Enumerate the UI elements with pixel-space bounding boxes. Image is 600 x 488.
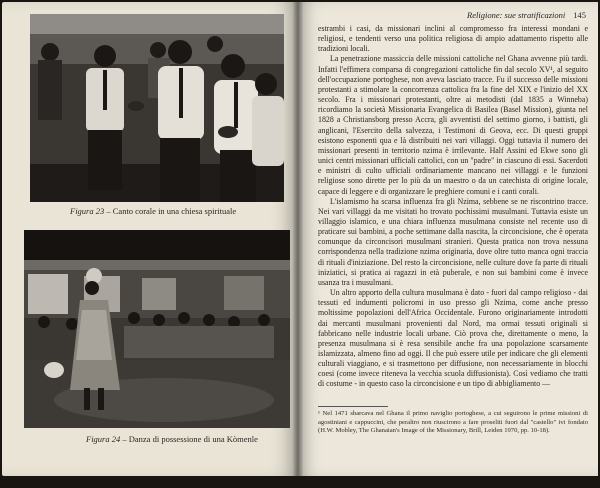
body-text <box>318 24 588 390</box>
book-gutter <box>293 2 303 476</box>
paragraph: L'islamismo ha scarsa influenza fra gli Nzima, sebbene se ne riscontrino tracce. Nei vari villaggi da me visitati ho trovato pochissimi musulmani. Tuttavia esiste un villaggio islamico, e una chiara influenza musulmana consiste nel recente uso di praticare sui bambini, a poche settimane dalla nascita, la circoncisione, che è operata comunque da circoncisori musulmani stranieri. Questa pratica non trova nessuna corrispondenza nella tradizione nzima originaria, dove oltre tutto manca ogni traccia di rituali d'iniziazione. Del resto la circoncisione, nelle culture dove fa parte di rituali iniziatici, si pratica ai ragazzi in età puberale, e non sui bambini come è invece usanza tra i musulmani. <box>318 196 588 287</box>
footnote-divider <box>318 406 388 407</box>
running-title: Religione: sue stratificazioni <box>467 10 566 20</box>
figure-23-caption: Figura 23 – Canto corale in una chiesa spirituale <box>70 206 237 216</box>
running-header <box>467 10 586 20</box>
figure-24-photo <box>24 230 290 428</box>
footnote: ¹ Nel 1471 sbarcava nel Ghana il primo naviglio portoghese, a cui seguirono le prime missioni di agostiniani e cappuccini, che peraltro non riuscirono a fare proseliti fuori dal "castello" ivi fondato (H.W. Mobley, The Ghanaian's Image of the Missionary, Brill, Leiden 1970, pp. 10-18). <box>318 410 588 435</box>
paragraph: estrambi i casi, da missionari inclini al compromesso fra interessi mondani e religiosi, e tendenti verso una politica religiosa di ampio adattamento rispetto alle tradizioni locali. <box>318 24 588 54</box>
page-number: 145 <box>573 10 586 20</box>
paragraph: Un altro apporto della cultura musulmana è dato - fuori dal campo religioso - dai tessuti ed indumenti policromi in uso presso gli Nzima, come anche presso moltissime popolazioni dell'Africa Occidentale. Furono originariamente introdotti dai mercanti musulmani provenienti dal Nord, ma ormai tessuti originali si fabbricano nelle industrie locali urbane. Ciò prova che, direttamente o meno, la presenza musulmana si è resa sensibile anche fra una popolazione scarsamente islamizzata, almeno fino ad oggi. Il che può essere utile per indicare che gli elementi culturali viaggiano, e si trasmettono per diffusione, non necessariamente in blocchi coesi (come invece riteneva la vecchia scuola diffusionista). Così vediamo che tratti di costume - in questo caso la circoncisione e un tipo di abbigliamento — <box>318 288 588 389</box>
figure-23-photo <box>30 14 284 202</box>
figure-24-caption: Figura 24 – Danza di possessione di una Kòmenle <box>86 434 258 444</box>
paragraph: La penetrazione massiccia delle missioni cattoliche nel Ghana avvenne più tardi. Infatti l'effimera comparsa di congregazioni cattoliche fin dal secolo XV¹, al seguito dell'occupazione portoghese, non aveva lasciato tracce. Fu il successo delle missioni protestanti a stimolare la concorrenza cattolica fra la fine del XIX e l'inizio del XX secolo. Fra i missionari protestanti, oltre ai metodisti (dal 1835 a Winneba) ricordiamo la società Missionaria Evangelica di Basilea (Basel Mission), giunta nel 1828 a Christiansborg presso Accra, gli avventisti del settimo giorno, i battisti, gli anglicani, l'Esercito della salvezza, i Testimoni di Geova, ecc. Di questi gruppi esistono esponenti qua e là distribuiti nei vari villaggi. Oggi tuttavia il numero dei missionari presenti in territorio nzima è irrilevante. Half Assini ed Ekwe sono gli unici centri missionari ufficiali cattolici, con un "padre" in ciascuno di essi. Sacerdoti e ministri di culto ufficiali ordinariamente mancano nei villaggi e le funzioni religiose sono dirette per lo più da un maestro o da un catechista di origine locale, capace di leggere e di organizzare le preghiere comuni e i canti corali. <box>318 54 588 196</box>
